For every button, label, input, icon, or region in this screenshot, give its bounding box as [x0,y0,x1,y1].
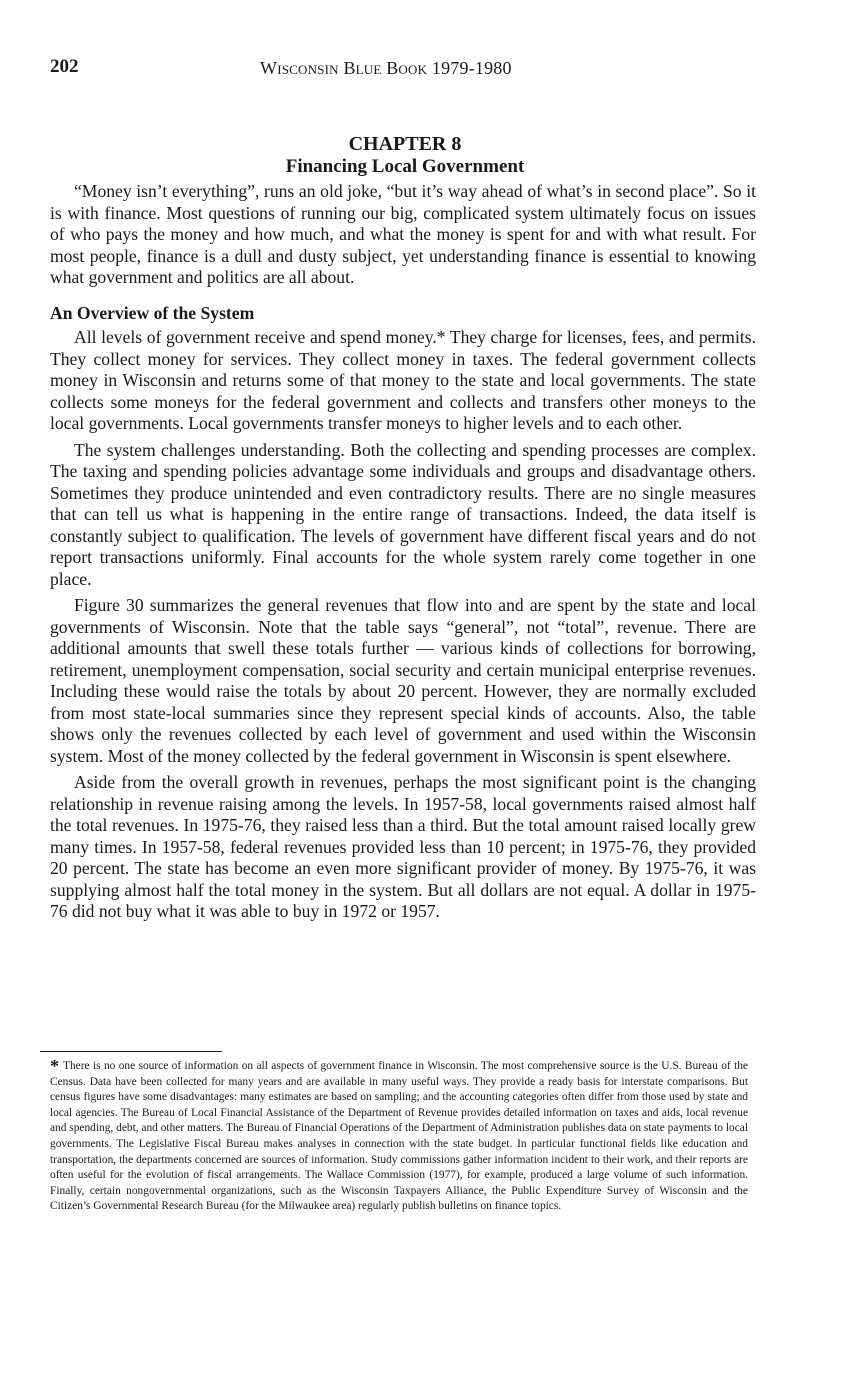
body-paragraph: The system challenges understanding. Both the collecting and spending processes are complex. The taxing and spending policies advantage some individuals and groups and disadvantage others. Sometimes they produce unintended and even contradictory results. There are no single measures that can tell us what is happening in the entire range of transactions. Indeed, the data itself is constantly subject to qualification. The levels of government have different fiscal years and do not report transactions uniformly. Final accounts for the whole system rarely come together in one place. [50,439,756,589]
chapter-title: Financing Local Government [285,156,525,177]
body-text [50,181,756,928]
chapter-heading [0,133,810,179]
chapter-label: CHAPTER 8 [348,133,462,155]
footnote-text: There is no one source of information on all aspects of government finance in Wisconsin. The most comprehensive source is the U.S. Bureau of the Census. Data have been collected for many years and are available in many useful ways. They provide a ready basis for interstate comparisons. But census figures have some disadvantages: many estimates are based on sampling; and the accounting categories often differ from those used by state and local agencies. The Bureau of Local Financial Assistance of the Department of Revenue provides detailed information on taxes and aids, local revenue and spending, debt, and other matters. The Bureau of Financial Operations of the Department of Administration publishes data on state payments to local governments. The Legislative Fiscal Bureau makes analyses in connection with the state budget. In particular functional fields like education and transportation, the departments concerned are sources of information. Study commissions gather information incident to their work, and their reports are often useful for the evolution of fiscal arrangements. The Wallace Commission (1977), for example, produced a large volume of such information. Finally, certain nongovernmental organizations, such as the Wisconsin Taxpayers Alliance, the Public Expenditure Survey of Wisconsin and the Citizen’s Governmental Research Bureau (for the Milwaukee area) regularly publish bulletins on finance topics. [50,1060,748,1213]
body-paragraph: All levels of government receive and spend money.* They charge for licenses, fees, and permits. They collect money for services. They collect money in taxes. The federal government collects money in Wisconsin and returns some of that money to the state and local governments. The state collects some moneys for the federal government and collects and transfers other moneys to the local governments. Local governments transfer moneys to higher levels and to each other. [50,327,756,433]
footnote-mark: * [50,1056,59,1076]
running-head [50,56,750,82]
footnote [50,1056,748,1215]
section-heading: An Overview of the System [50,302,255,323]
footnote-divider [40,1051,222,1052]
body-paragraph: Figure 30 summarizes the general revenues that flow into and are spent by the state and local governments of Wisconsin. Note that the table says “general”, not “total”, revenue. There are additional amounts that swell these totals further — various kinds of collections for borrowing, retirement, unemployment compensation, social security and certain municipal enterprise revenues. Including these would raise the totals by about 20 percent. However, they are normally excluded from most state-local summaries since they represent special kinds of accounts. Also, the table shows only the revenues collected by each level of government and used within the Wisconsin system. Most of the money collected by the federal government in Wisconsin is spent elsewhere. [50,595,756,766]
page-number: 202 [50,56,79,77]
body-paragraph: Aside from the overall growth in revenues, perhaps the most significant point is the changing relationship in revenue raising among the levels. In 1957-58, local governments raised almost half the total revenues. In 1975-76, they raised less than a third. But the total amount raised locally grew many times. In 1957-58, federal revenues provided less than 10 percent; in 1975-76, they provided 20 percent. The state has become an even more significant provider of money. By 1975-76, it was supplying almost half the total money in the system. But all dollars are not equal. A dollar in 1975-76 did not buy what it was able to buy in 1972 or 1957. [50,772,756,921]
book-title: Wisconsin Blue Book 1979-1980 [260,58,512,78]
intro-paragraph: “Money isn’t everything”, runs an old joke, “but it’s way ahead of what’s in second place”. So it is with finance. Most questions of running our big, complicated system ultimately focus on issues of who pays the money and how much, and what the money is spent for and with what result. For most people, finance is a dull and dusty subject, yet understanding finance is essential to knowing what government and politics are all about. [50,181,756,287]
